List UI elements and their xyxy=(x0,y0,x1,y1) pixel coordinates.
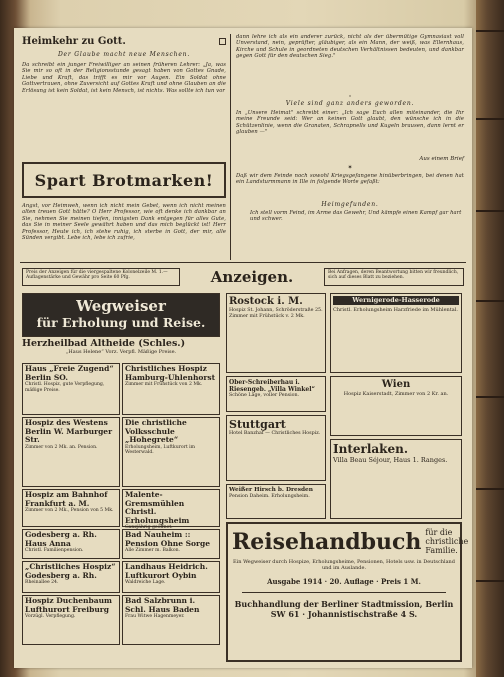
reisehandbuch-text: Ein Wegweiser durch Hospize, Erholungsheime, Pensionen, Hotels usw. in Deutschland und im Auslande. xyxy=(233,559,455,571)
article-signature: Aus einem Brief xyxy=(419,156,464,162)
ad-name-6: Hospiz Duchenbaum Lufthurort Freiburg xyxy=(25,596,112,614)
ad-schreiberhau-name: Ober-Schreiberhau i. Riesengeb. „Villa Winkel“ xyxy=(229,379,315,393)
ad-box-1 xyxy=(22,363,120,415)
reisehandbuch-title: Reisehandbuch xyxy=(232,528,422,555)
newspaper-page xyxy=(14,28,472,668)
ad-wien-text: Hospiz Kaiserstadt, Zimmer von 2 Kr. an. xyxy=(343,391,449,397)
ad-rostock-name: Rostock i. M. xyxy=(229,296,303,307)
ad-box-10 xyxy=(122,529,220,559)
ad-weisser-hirsch-name: Weißer Hirsch b. Dresden xyxy=(229,487,313,493)
ornament-2: ✶ xyxy=(347,164,353,171)
ad-text-2: Zimmer von 2 Mk. an. Pension. xyxy=(25,444,98,450)
ads-left-column xyxy=(22,363,120,645)
ad-text-8: Erholungsheim, Luftkurort im Westerwald. xyxy=(125,444,195,456)
poem-title: Heimgefunden. xyxy=(321,201,379,208)
article-body-5: Daß wir dem Feinde noch sowohl Kriegsgefangene hinüberbringen, bei denen hat ein Landsturmmann in Ille in folgende Worte gefaßt: xyxy=(236,173,464,186)
ad-box-7 xyxy=(122,363,220,415)
wegweiser-line-2: für Erholung und Reise. xyxy=(36,315,206,330)
ad-box-3 xyxy=(22,489,120,527)
brotmarken-text: Spart Brotmarken! xyxy=(34,170,214,190)
ad-name-10: Bad Nauheim :: Pension Ohne Sorge xyxy=(125,530,211,548)
right-column xyxy=(236,34,464,223)
ad-schreiberhau xyxy=(226,376,326,412)
ad-schreiberhau-text: Schöne Lage, voller Pension. xyxy=(229,393,300,398)
article-body-3: dann lehre ich als ein anderer zurück, nicht als der übermütige Gymnasiast voll Unverstand, nein, geprüfter, gläubiger, als ein Mann, der weiß, was Ellernhaus, Kirche und Schule in geordneten deutschen Verhältnissen bedeuten, und dankbar gegen Gott für den deutschen Sieg." xyxy=(236,34,464,60)
article-subtitle: Der Glaube macht neue Menschen. xyxy=(57,51,191,58)
ad-name-11: Landhaus Heidrich. Luftkurort Oybin xyxy=(125,562,208,580)
ad-text-10: Alle Zimmer m. Balkon. xyxy=(125,548,181,553)
ad-box-12 xyxy=(122,595,220,645)
article-body-1: Da schreibt ein junger Freiwilliger an seinen früheren Lehrer: „Ja, was Sie mir so oft in der Religionsstunde gesagt haben von Gottes Gnade, Liebe und Kraft, das trifft es mir vor Augen. Ein Soldat ohne Gottvertrauen, ohne Zuversicht auf Gottes Kraft und ohne Glauben an die Erlösung ist kein Soldat, ist kein Mensch, ist nichts. Was sollte ich tun vor xyxy=(22,62,226,94)
ad-name-3: Hospiz am Bahnhof Frankfurt a. M. xyxy=(25,490,108,508)
ad-text-11: Waldreiche Lage. xyxy=(125,580,166,585)
reisehandbuch-edition: Ausgabe 1914 · 20. Auflage · Preis 1 M. xyxy=(267,577,421,586)
ad-wien-name: Wien xyxy=(381,379,411,390)
ad-wien xyxy=(330,376,462,436)
brotmarken-box xyxy=(22,162,226,198)
ad-box-11 xyxy=(122,561,220,593)
ad-name-7: Christliches Hospiz Hamburg-Uhlenhorst xyxy=(125,364,216,382)
ad-name-2: Hospiz des Westens Berlin W. Marburger Str. xyxy=(25,418,113,444)
ad-name-4: Godesberg a. Rh. Haus Anna xyxy=(25,530,97,548)
ad-rostock-text: Hospiz St. Johann, Schröderstraße 25. Zimmer mit Frühstück v. 2 Mk. xyxy=(229,308,323,319)
ad-name-5: „Christliches Hospiz“ Godesberg a. Rh. xyxy=(25,562,116,580)
ad-text-5: Rheinallee 24. xyxy=(25,580,59,585)
book-spine xyxy=(476,0,504,677)
ad-name-9: Malente-Gremsmühlen Christl. Erholungsheim xyxy=(125,490,190,525)
article-body-4: In „Unsere Heimat" schreibt einer: „Ich sage Euch allen miteinander, die Ihr meine Freunde seid: Wer an keinen Gott glaubt, den wünsche ich in die Schützenlinie, wenn die Granaten, Schrapnells und Kugeln brausen, dann lernt er glauben —" xyxy=(236,110,464,136)
ad-text-3: Zimmer von 2 Mk., Pension von 5 Mk. xyxy=(25,508,114,513)
reisehandbuch-subtitle: für die christliche Familie. xyxy=(425,528,469,555)
ad-stuttgart xyxy=(226,415,326,481)
article-body-2: Angst, vor Heimweh, wenn ich nicht mein Gebet, wenn ich nicht meinen alten treuen Gott hätte? O Herr Professor, wie oft denke ich dankbar an Sie, nehmen Sie meinen tiefen, innigsten Dank entgegen für alles Gute, das Sie in meiner Seele gewährt haben und das mich beglückt ist! Herr Professor, Heute ich, ich stehe ruhig, ich sterbe in Gott, der mir, alle Sünden vergibt. Lebe ich, lebe ich zufrie, xyxy=(22,203,226,242)
left-column xyxy=(22,36,226,275)
ad-text-7: Zimmer mit Frühstück von 2 Mk. xyxy=(125,382,203,387)
ad-interlaken xyxy=(330,439,462,519)
ad-name-1: Haus „Freie Zugend“ Berlin SO. xyxy=(25,364,114,382)
anzeigen-price-note: Preis der Anzeigen für die viergespaltene Kolonelzeile M. 1.— Auflagenstärke und Gewähr pro Seite 60 Pfg. xyxy=(22,268,180,286)
section-rule xyxy=(20,262,466,263)
ornament: ✶ xyxy=(348,94,352,98)
ad-text-1: Christl. Hospiz, gute Verpflegung, mäßige Preise. xyxy=(25,382,105,393)
reisehandbuch-publisher: Buchhandlung der Berliner Stadtmission, Berlin SW 61 · Johannistischstraße 4 S. xyxy=(234,599,454,619)
ad-text-12: Frau Witwe Hagenmeyer. xyxy=(125,614,185,619)
anzeigen-inquiry-note: Bei Anfragen, deren Beantwortung bitten wir freundlich, sich auf dieses Blatt zu beziehen. xyxy=(324,268,464,286)
ad-box-2 xyxy=(22,417,120,487)
reisehandbuch-ad xyxy=(226,522,469,662)
ad-weisser-hirsch-text: Pension Daheim. Erholungsheim. xyxy=(229,494,310,499)
ad-box-6 xyxy=(22,595,120,645)
poem-text: Ich stell vorm Feind, im Arme das Gewehr, Und kämpfe einen Kampf gar hart und schwer. xyxy=(250,210,462,223)
ad-wernigerode-name: Wernigerode-Hasserode xyxy=(333,296,459,305)
ad-interlaken-name: Interlaken. xyxy=(333,442,409,456)
ad-text-9: Ganzjährig geöffnet. xyxy=(125,525,173,530)
article-title: Heimkehr zu Gott. xyxy=(22,36,126,47)
ad-text-6: Vorzügl. Verpflegung. xyxy=(25,614,76,619)
ad-name-8: Die christliche Volksschule „Hohegrete“ xyxy=(125,418,187,444)
ads-mid-column xyxy=(122,363,220,645)
ad-wernigerode xyxy=(330,293,462,373)
anzeigen-header xyxy=(22,266,464,288)
heilbad-title: Herzheilbad Altheide (Schles.) xyxy=(22,338,186,349)
heilbad-sub: „Haus Helene“ Vorz. Verpfl. Mäßige Preise. xyxy=(65,349,177,355)
wegweiser-banner xyxy=(22,293,220,337)
ad-box-8 xyxy=(122,417,220,487)
reisehandbuch-rule xyxy=(242,592,446,593)
ad-text-4: Christl. Familienpension. xyxy=(25,548,84,553)
heilbad-ad xyxy=(22,338,220,355)
ad-interlaken-text: Villa Beau Séjour, Haus 1. Ranges. xyxy=(333,456,448,464)
anzeigen-title: Anzeigen. xyxy=(210,268,294,286)
ad-wernigerode-text: Christl. Erholungsheim Harzfriede im Mühlental. xyxy=(333,307,458,313)
ad-stuttgart-text: Hotel Banzhaf — Christliches Hospiz. xyxy=(229,431,321,436)
ad-rostock xyxy=(226,293,326,373)
small-square-icon xyxy=(219,38,226,45)
article-subtitle-2: Viele sind ganz anders geworden. xyxy=(285,100,415,107)
ad-box-9 xyxy=(122,489,220,530)
column-divider xyxy=(230,34,231,260)
ad-stuttgart-name: Stuttgart xyxy=(229,418,286,431)
wegweiser-line-1: Wegweiser xyxy=(76,297,166,315)
ad-box-5 xyxy=(22,561,120,593)
ad-weisser-hirsch xyxy=(226,484,326,519)
ad-box-4 xyxy=(22,529,120,559)
ad-name-12: Bad Salzbrunn i. Schl. Haus Baden xyxy=(125,596,200,614)
